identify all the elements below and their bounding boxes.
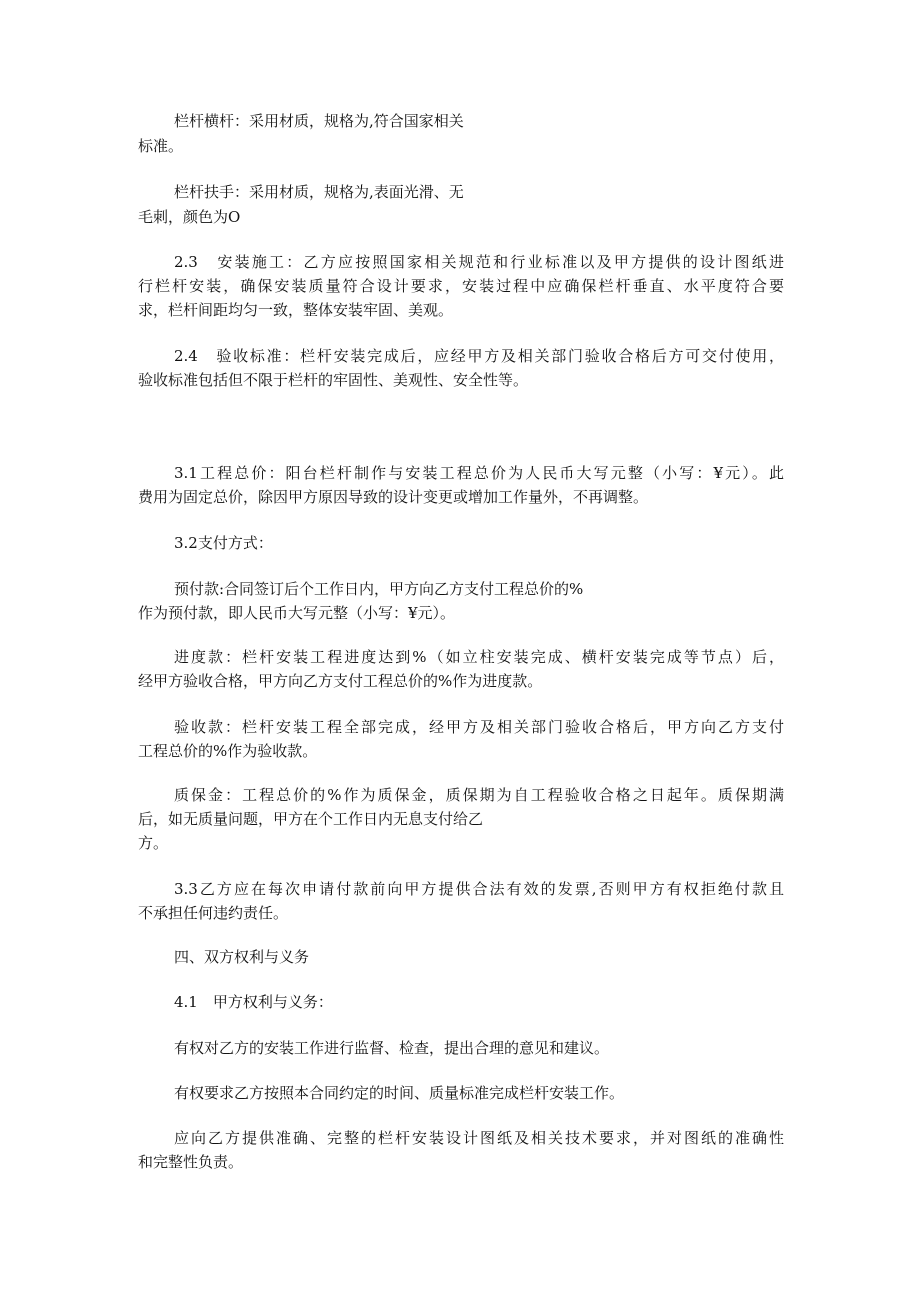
text-line: 2.4 验收标准：栏杆安装完成后，应经甲方及相关部门验收合格后方可交付使用， — [174, 347, 784, 365]
text-line: 有权对乙方的安装工作进行监督、检查，提出合理的意见和建议。 — [174, 1039, 610, 1057]
text-line: 预付款:合同签订后个工作日内，甲方向乙方支付工程总价的% — [174, 580, 584, 598]
text-line: 不承担任何违约责任。 — [138, 904, 289, 922]
text-line: 验收标准包括但不限于栏杆的牢固性、美观性、安全性等。 — [138, 371, 529, 389]
text-line: 毛刺，颜色为O — [138, 208, 241, 226]
text-line: 2.3 安装施工：乙方应按照国家相关规范和行业标准以及甲方提供的设计图纸进 — [174, 253, 784, 271]
text-line: 后，如无质量问题，甲方在个工作日内无息支付给乙 — [138, 810, 484, 828]
section-heading: 四、双方权利与义务 — [174, 948, 310, 966]
subsection-heading: 4.1 甲方权利与义务： — [174, 993, 333, 1011]
text-line: 求，栏杆间距均匀一致，整体安装牢固、美观。 — [138, 301, 454, 319]
text-line: 有权要求乙方按照本合同约定的时间、质量标准完成栏杆安装工作。 — [174, 1084, 625, 1102]
text-line: 和完整性负责。 — [138, 1153, 244, 1171]
text-line: 栏杆横杆：采用材质，规格为,符合国家相关 — [174, 112, 464, 130]
text-line: 方。 — [138, 834, 169, 852]
text-line: 标准。 — [138, 137, 184, 155]
text-line: 3.1工程总价：阳台栏杆制作与安装工程总价为人民币大写元整（小写：¥元）。此 — [174, 464, 784, 482]
text-line: 进度款：栏杆安装工程进度达到%（如立柱安装完成、横杆安装完成等节点）后， — [174, 648, 784, 666]
text-line: 经甲方验收合格，甲方向乙方支付工程总价的%作为进度款。 — [138, 672, 543, 690]
text-line: 验收款：栏杆安装工程全部完成，经甲方及相关部门验收合格后，甲方向乙方支付 — [174, 718, 784, 736]
text-line: 3.2支付方式： — [174, 534, 273, 552]
text-line: 质保金：工程总价的%作为质保金，质保期为自工程验收合格之日起年。质保期满 — [174, 786, 784, 804]
text-line: 费用为固定总价，除因甲方原因导致的设计变更或增加工作量外，不再调整。 — [138, 488, 649, 506]
text-line: 工程总价的%作为验收款。 — [138, 742, 318, 760]
text-line: 栏杆扶手：采用材质，规格为,表面光滑、无 — [174, 183, 464, 201]
text-line: 应向乙方提供准确、完整的栏杆安装设计图纸及相关技术要求，并对图纸的准确性 — [174, 1129, 784, 1147]
text-line: 行栏杆安装，确保安装质量符合设计要求，安装过程中应确保栏杆垂直、水平度符合要 — [138, 277, 784, 295]
text-line: 3.3乙方应在每次申请付款前向甲方提供合法有效的发票,否则甲方有权拒绝付款且 — [174, 880, 784, 898]
text-line: 作为预付款，即人民币大写元整（小写：¥元）。 — [138, 604, 456, 622]
